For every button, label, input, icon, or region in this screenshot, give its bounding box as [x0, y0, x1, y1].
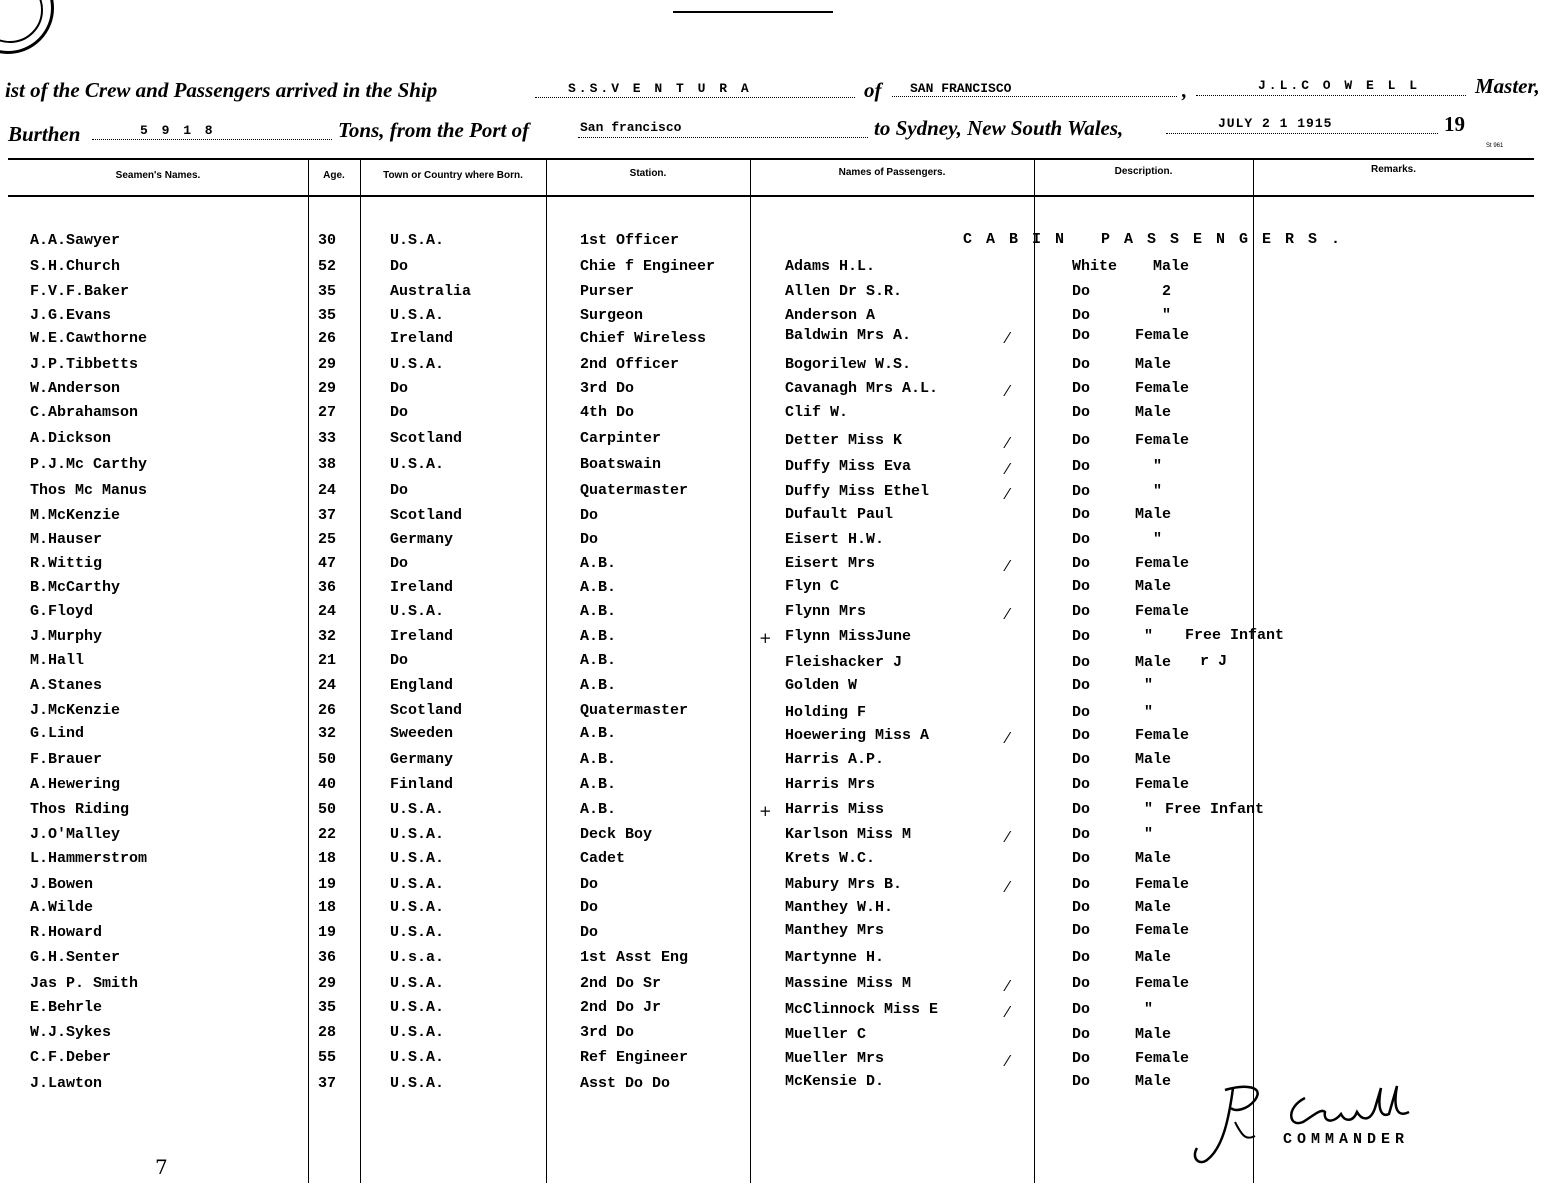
crew-station: Deck Boy	[580, 826, 653, 843]
table-header-rule	[8, 195, 1534, 197]
crew-station: Do	[580, 924, 599, 941]
crew-name: W.J.Sykes	[30, 1024, 112, 1041]
crew-birthplace: Germany	[390, 751, 454, 768]
crew-station: Purser	[580, 283, 635, 300]
passenger-description: Do Male	[1072, 850, 1172, 867]
crew-birthplace: Ireland	[390, 330, 454, 347]
passenger-name: Martynne H.	[785, 949, 885, 966]
crew-age: 40	[318, 776, 337, 793]
crew-name: M.Hauser	[30, 531, 103, 548]
passenger-description: Do "	[1072, 677, 1154, 694]
passenger-name: Hoewering Miss A	[785, 727, 930, 744]
crew-age: 29	[318, 356, 337, 373]
colhead-age: Age.	[323, 170, 345, 181]
crew-station: A.B.	[580, 801, 617, 818]
crew-birthplace: Scotland	[390, 702, 463, 719]
crew-name: J.McKenzie	[30, 702, 121, 719]
crew-age: 52	[318, 258, 337, 275]
passenger-name: Clif W.	[785, 404, 849, 421]
crew-birthplace: U.S.A.	[390, 801, 445, 818]
passenger-description: Do Female	[1072, 327, 1190, 344]
crew-age: 30	[318, 232, 337, 249]
crew-birthplace: U.S.A.	[390, 899, 445, 916]
crew-birthplace: U.s.a.	[390, 949, 445, 966]
crew-name: A.Hewering	[30, 776, 121, 793]
crew-age: 22	[318, 826, 337, 843]
crew-station: A.B.	[580, 628, 617, 645]
crew-age: 28	[318, 1024, 337, 1041]
crew-station: 1st Asst Eng	[580, 949, 689, 966]
crew-age: 25	[318, 531, 337, 548]
from-port-line	[578, 137, 868, 138]
crew-age: 36	[318, 949, 337, 966]
crew-age: 35	[318, 999, 337, 1016]
crew-age: 50	[318, 751, 337, 768]
passenger-name: Flynn MissJune	[785, 628, 912, 645]
crew-name: J.O'Malley	[30, 826, 121, 843]
crew-station: 2nd Officer	[580, 356, 680, 373]
passenger-name: Eisert H.W.	[785, 531, 885, 548]
passenger-description: Do "	[1072, 531, 1163, 548]
passenger-description: Do Female	[1072, 1050, 1190, 1067]
colhead-passenger-names: Names of Passengers.	[838, 167, 946, 178]
crew-name: C.F.Deber	[30, 1049, 112, 1066]
passenger-name: Massine Miss M	[785, 975, 912, 992]
crew-age: 19	[318, 876, 337, 893]
col-divider-description	[1034, 158, 1035, 1183]
crew-station: Asst Do Do	[580, 1075, 671, 1092]
crew-name: A.Dickson	[30, 430, 112, 447]
passenger-name: Fleishacker J	[785, 654, 903, 671]
crew-age: 29	[318, 975, 337, 992]
passenger-name: Manthey Mrs	[785, 922, 885, 939]
check-tick-mark: ⁄	[1006, 329, 1009, 347]
crew-age: 32	[318, 628, 337, 645]
of-label: of	[864, 78, 882, 102]
cross-mark: +	[759, 629, 772, 647]
to-sydney-label: to Sydney, New South Wales,	[874, 116, 1124, 140]
crew-station: Boatswain	[580, 456, 662, 473]
remark-fleishacker: r J	[1200, 653, 1228, 670]
passenger-name: Golden W	[785, 677, 858, 694]
table-top-rule	[8, 158, 1534, 160]
passenger-name: Flyn C	[785, 578, 840, 595]
crew-name: Jas P. Smith	[30, 975, 139, 992]
passenger-description: Do Female	[1072, 555, 1190, 572]
check-tick-mark: ⁄	[1006, 1052, 1009, 1070]
tons-from-label: Tons, from the Port of	[338, 118, 530, 142]
top-rule	[673, 11, 833, 13]
colhead-description: Description.	[1114, 166, 1173, 177]
master-line	[1196, 95, 1466, 96]
passenger-description: Do "	[1072, 704, 1154, 721]
crew-station: 2nd Do Jr	[580, 999, 662, 1016]
crew-age: 24	[318, 603, 337, 620]
crew-age: 26	[318, 330, 337, 347]
master-name: J.L.C O W E L L	[1258, 78, 1421, 93]
passenger-description: Do Male	[1072, 949, 1172, 966]
col-divider-passengers	[750, 158, 751, 1183]
crew-station: A.B.	[580, 579, 617, 596]
passenger-description: Do Male	[1072, 578, 1172, 595]
crew-age: 26	[318, 702, 337, 719]
check-tick-mark: ⁄	[1006, 878, 1009, 896]
passenger-name: Harris A.P.	[785, 751, 885, 768]
crew-station: 3rd Do	[580, 1024, 635, 1041]
passenger-name: Baldwin Mrs A.	[785, 327, 912, 344]
passenger-description: Do Male	[1072, 654, 1172, 671]
crew-name: A.Wilde	[30, 899, 94, 916]
crew-station: A.B.	[580, 603, 617, 620]
passenger-description: Do Female	[1072, 776, 1190, 793]
check-tick-mark: ⁄	[1006, 828, 1009, 846]
crew-name: R.Howard	[30, 924, 103, 941]
check-tick-mark: ⁄	[1006, 460, 1009, 478]
crew-age: 33	[318, 430, 337, 447]
crew-age: 35	[318, 307, 337, 324]
passenger-description: Do Female	[1072, 975, 1190, 992]
check-tick-mark: ⁄	[1006, 434, 1009, 452]
master-signature	[1185, 1078, 1425, 1168]
passenger-description: Do "	[1072, 801, 1154, 818]
crew-station: Carpinter	[580, 430, 662, 447]
crew-station: Surgeon	[580, 307, 644, 324]
crew-birthplace: U.S.A.	[390, 356, 445, 373]
col-divider-born	[360, 158, 361, 1183]
passenger-description: Do "	[1072, 458, 1163, 475]
passenger-name: Adams H.L.	[785, 258, 876, 275]
crew-name: A.Stanes	[30, 677, 103, 694]
crew-birthplace: U.S.A.	[390, 999, 445, 1016]
passenger-description: Do Male	[1072, 1026, 1172, 1043]
crew-age: 50	[318, 801, 337, 818]
check-tick-mark: ⁄	[1006, 485, 1009, 503]
passenger-name: Duffy Miss Eva	[785, 458, 912, 475]
comma-separator: ,	[1182, 78, 1188, 102]
check-tick-mark: ⁄	[1006, 605, 1009, 623]
crew-station: A.B.	[580, 652, 617, 669]
crew-birthplace: Do	[390, 482, 409, 499]
crew-station: Cadet	[580, 850, 626, 867]
passenger-name: Flynn Mrs	[785, 603, 867, 620]
crew-age: 24	[318, 677, 337, 694]
crew-station: Quatermaster	[580, 702, 689, 719]
crew-name: E.Behrle	[30, 999, 103, 1016]
passenger-description: Do Female	[1072, 603, 1190, 620]
passenger-description: Do Female	[1072, 432, 1190, 449]
crew-name: B.McCarthy	[30, 579, 121, 596]
passenger-name: McKensie D.	[785, 1073, 885, 1090]
crew-name: G.Floyd	[30, 603, 94, 620]
crew-name: S.H.Church	[30, 258, 121, 275]
crew-station: Ref Engineer	[580, 1049, 689, 1066]
header-line1-prefix: ist of the Crew and Passengers arrived in the Ship	[5, 78, 438, 102]
tonnage-line	[92, 139, 332, 140]
crew-birthplace: U.S.A.	[390, 1024, 445, 1041]
crew-station: Quatermaster	[580, 482, 689, 499]
crew-age: 21	[318, 652, 337, 669]
cross-mark: +	[759, 802, 772, 820]
passenger-name: Anderson A	[785, 307, 876, 324]
passenger-name: Allen Dr S.R.	[785, 283, 903, 300]
colhead-seamen-names: Seamen's Names.	[115, 170, 201, 181]
crew-age: 19	[318, 924, 337, 941]
crew-station: Do	[580, 531, 599, 548]
crew-name: M.McKenzie	[30, 507, 121, 524]
crew-birthplace: Finland	[390, 776, 454, 793]
crew-name: A.A.Sawyer	[30, 232, 121, 249]
cabin-passengers-heading: CABIN PASSENGERS.	[963, 231, 1355, 248]
crew-birthplace: U.S.A.	[390, 1075, 445, 1092]
crew-name: R.Wittig	[30, 555, 103, 572]
crew-birthplace: Do	[390, 652, 409, 669]
passenger-description: Do Female	[1072, 876, 1190, 893]
passenger-name: Holding F	[785, 704, 867, 721]
crew-birthplace: Sweeden	[390, 725, 454, 742]
check-tick-mark: ⁄	[1006, 729, 1009, 747]
crew-station: Chief Wireless	[580, 330, 707, 347]
crew-birthplace: Ireland	[390, 628, 454, 645]
passenger-description: Do Male	[1072, 404, 1172, 421]
crew-name: Thos Mc Manus	[30, 482, 148, 499]
home-port-line	[892, 96, 1177, 97]
crew-station: A.B.	[580, 776, 617, 793]
crew-age: 18	[318, 899, 337, 916]
check-tick-mark: ⁄	[1006, 977, 1009, 995]
crew-age: 29	[318, 380, 337, 397]
form-number: St 961	[1486, 143, 1504, 149]
passenger-description: Do "	[1072, 483, 1163, 500]
crew-birthplace: Do	[390, 380, 409, 397]
passenger-description: Do Female	[1072, 380, 1190, 397]
commander-label: COMMANDER	[1283, 1131, 1410, 1148]
crew-age: 38	[318, 456, 337, 473]
passenger-name: Mueller C	[785, 1026, 867, 1043]
crew-birthplace: Ireland	[390, 579, 454, 596]
remark-free-infant-harris: Free Infant	[1165, 801, 1265, 818]
crew-name: J.G.Evans	[30, 307, 112, 324]
ship-name-line	[535, 97, 855, 98]
crew-age: 47	[318, 555, 337, 572]
crew-station: A.B.	[580, 555, 617, 572]
crew-name: P.J.Mc Carthy	[30, 456, 148, 473]
crew-name: G.Lind	[30, 725, 85, 742]
crew-birthplace: U.S.A.	[390, 1049, 445, 1066]
crew-name: W.E.Cawthorne	[30, 330, 148, 347]
crew-birthplace: England	[390, 677, 454, 694]
crew-age: 27	[318, 404, 337, 421]
crew-birthplace: U.S.A.	[390, 307, 445, 324]
crew-station: A.B.	[580, 725, 617, 742]
date-line	[1166, 133, 1438, 134]
passenger-description: White Male	[1072, 258, 1190, 275]
passenger-name: Harris Miss	[785, 801, 885, 818]
crew-name: F.V.F.Baker	[30, 283, 130, 300]
crew-station: 3rd Do	[580, 380, 635, 397]
passenger-description: Do Male	[1072, 356, 1172, 373]
home-port: SAN FRANCISCO	[910, 81, 1012, 96]
crew-station: Chie f Engineer	[580, 258, 716, 275]
crew-birthplace: U.S.A.	[390, 975, 445, 992]
passenger-name: Karlson Miss M	[785, 826, 912, 843]
passenger-description: Do "	[1072, 1001, 1154, 1018]
passenger-name: Cavanagh Mrs A.L.	[785, 380, 939, 397]
passenger-name: Eisert Mrs	[785, 555, 876, 572]
crew-name: J.Lawton	[30, 1075, 103, 1092]
crew-age: 18	[318, 850, 337, 867]
handwritten-mark: 7	[155, 1155, 168, 1179]
crew-age: 36	[318, 579, 337, 596]
passenger-name: Detter Miss K	[785, 432, 903, 449]
from-port: San francisco	[580, 120, 682, 135]
passenger-name: Mueller Mrs	[785, 1050, 885, 1067]
crew-birthplace: U.S.A.	[390, 924, 445, 941]
official-seal-stamp	[0, 0, 54, 54]
passenger-description: Do "	[1072, 826, 1154, 843]
col-divider-station	[546, 158, 547, 1183]
crew-birthplace: U.S.A.	[390, 232, 445, 249]
crew-station: Do	[580, 876, 599, 893]
crew-age: 32	[318, 725, 337, 742]
passenger-description: Do Male	[1072, 751, 1172, 768]
crew-station: 1st Officer	[580, 232, 680, 249]
crew-name: J.Bowen	[30, 876, 94, 893]
colhead-born: Town or Country where Born.	[383, 170, 523, 181]
passenger-description: Do Female	[1072, 727, 1190, 744]
passenger-description: Do "	[1072, 628, 1154, 645]
year-suffix: 19	[1444, 112, 1465, 136]
master-label: Master,	[1475, 74, 1540, 98]
check-tick-mark: ⁄	[1006, 557, 1009, 575]
crew-name: J.Murphy	[30, 628, 103, 645]
crew-birthplace: Scotland	[390, 430, 463, 447]
crew-birthplace: Germany	[390, 531, 454, 548]
passenger-name: Bogorilew W.S.	[785, 356, 912, 373]
remark-free-infant-flynn: Free Infant	[1185, 627, 1285, 644]
crew-birthplace: U.S.A.	[390, 850, 445, 867]
crew-name: M.Hall	[30, 652, 85, 669]
passenger-name: McClinnock Miss E	[785, 1001, 939, 1018]
passenger-name: Harris Mrs	[785, 776, 876, 793]
burthen-label: Burthen	[8, 122, 81, 146]
crew-age: 24	[318, 482, 337, 499]
crew-name: C.Abrahamson	[30, 404, 139, 421]
passenger-name: Mabury Mrs B.	[785, 876, 903, 893]
passenger-description: Do Female	[1072, 922, 1190, 939]
crew-name: F.Brauer	[30, 751, 103, 768]
passenger-description: Do Male	[1072, 506, 1172, 523]
crew-station: Do	[580, 899, 599, 916]
crew-station: A.B.	[580, 677, 617, 694]
crew-birthplace: Do	[390, 404, 409, 421]
crew-age: 55	[318, 1049, 337, 1066]
crew-name: Thos Riding	[30, 801, 130, 818]
colhead-remarks: Remarks.	[1370, 164, 1417, 175]
passenger-description: Do "	[1072, 307, 1172, 324]
passenger-description: Do 2	[1072, 283, 1172, 300]
passenger-name: Krets W.C.	[785, 850, 876, 867]
crew-birthplace: Scotland	[390, 507, 463, 524]
col-divider-age	[308, 158, 309, 1183]
passenger-description: Do Male	[1072, 899, 1172, 916]
crew-name: G.H.Senter	[30, 949, 121, 966]
passenger-description: Do Male	[1072, 1073, 1172, 1090]
crew-station: 4th Do	[580, 404, 635, 421]
crew-birthplace: U.S.A.	[390, 876, 445, 893]
crew-birthplace: Do	[390, 258, 409, 275]
col-divider-remarks	[1253, 158, 1254, 1183]
crew-station: Do	[580, 507, 599, 524]
arrival-date: JULY 2 1 1915	[1218, 116, 1333, 131]
crew-name: J.P.Tibbetts	[30, 356, 139, 373]
crew-age: 37	[318, 1075, 337, 1092]
crew-birthplace: U.S.A.	[390, 456, 445, 473]
ship-name: S.S.V E N T U R A	[568, 81, 752, 96]
passenger-name: Duffy Miss Ethel	[785, 483, 930, 500]
crew-birthplace: U.S.A.	[390, 603, 445, 620]
tonnage: 5 9 1 8	[140, 123, 216, 138]
passenger-name: Manthey W.H.	[785, 899, 894, 916]
crew-birthplace: Do	[390, 555, 409, 572]
crew-age: 37	[318, 507, 337, 524]
crew-birthplace: U.S.A.	[390, 826, 445, 843]
check-tick-mark: ⁄	[1006, 382, 1009, 400]
crew-station: 2nd Do Sr	[580, 975, 662, 992]
colhead-station: Station.	[629, 168, 667, 179]
crew-age: 35	[318, 283, 337, 300]
check-tick-mark: ⁄	[1006, 1003, 1009, 1021]
passenger-name: Dufault Paul	[785, 506, 894, 523]
crew-name: W.Anderson	[30, 380, 121, 397]
crew-birthplace: Australia	[390, 283, 472, 300]
crew-name: L.Hammerstrom	[30, 850, 148, 867]
crew-station: A.B.	[580, 751, 617, 768]
